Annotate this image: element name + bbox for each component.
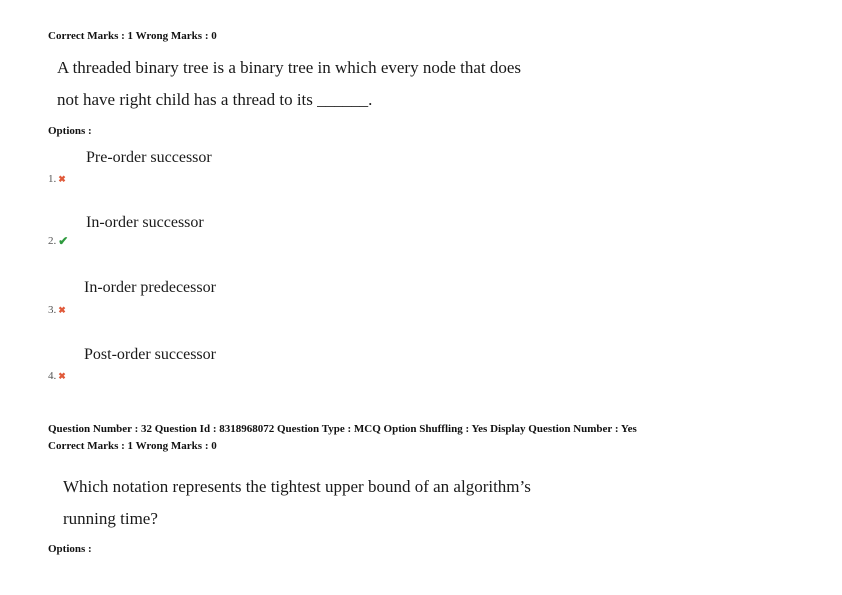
q1-options-label: Options : [48,125,92,137]
q1-marks-line: Correct Marks : 1 Wrong Marks : 0 [48,30,217,42]
q1-question-line-1: A threaded binary tree is a binary tree in which every node that does [57,58,522,77]
q1-option-1-number: 1. [48,173,57,185]
q1-option-3-number-row [48,304,66,316]
q1-option-1-number-row [48,173,66,185]
q2-header-line: Question Number : 32 Question Id : 8318968072 Question Type : MCQ Option Shuffling : Yes Display Question Number : Yes [48,423,637,435]
check-icon: ✔ [58,234,69,248]
q1-option-2-number-row [48,235,68,247]
q1-option-3-number: 3. [48,304,57,316]
cross-icon: ✖ [58,304,66,315]
q2-question-line-1: Which notation represents the tightest upper bound of an algorithm’s [63,477,531,496]
q1-option-2-text: In-order successor [86,214,204,231]
q2-question-line-2: running time? [63,509,158,528]
q1-option-4-number-row [48,370,66,382]
cross-icon: ✖ [58,370,66,381]
q1-option-4-number: 4. [48,370,57,382]
cross-icon: ✖ [58,173,66,184]
q1-option-1-text: Pre-order successor [86,149,212,166]
q1-option-2-number: 2. [48,235,57,247]
q2-marks-line: Correct Marks : 1 Wrong Marks : 0 [48,440,217,452]
q1-question-line-2: not have right child has a thread to its ______. [57,90,373,109]
q1-option-4-text: Post-order successor [84,346,216,363]
q1-option-3-text: In-order predecessor [84,279,216,296]
q2-options-label: Options : [48,543,92,555]
